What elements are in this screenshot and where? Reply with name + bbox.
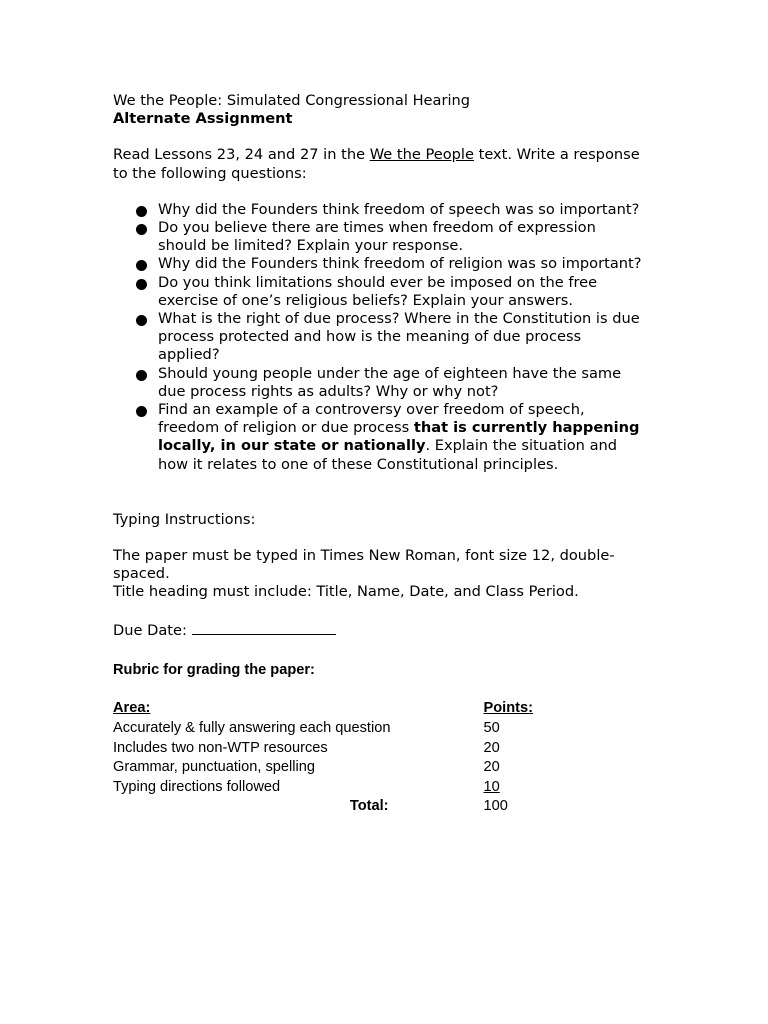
intro-paragraph (113, 146, 643, 182)
rubric-points: 50 (483, 720, 500, 737)
question-item (113, 365, 643, 401)
typing-instruction-title: Title heading must include: Title, Name, Date, and Class Period. (113, 583, 579, 601)
document-title: We the People: Simulated Congressional Hearing (113, 92, 471, 109)
bullet-icon (136, 206, 147, 217)
bullet-icon (136, 406, 147, 417)
due-date-blank (192, 620, 336, 635)
bullet-icon (136, 224, 147, 235)
total-label: Total: (349, 798, 389, 815)
rubric-points-cell (484, 778, 533, 798)
area-header: Area: (113, 700, 151, 717)
typing-instruction-font: The paper must be typed in Times New Roman, font size 12, double-spaced. (113, 547, 615, 583)
bullet-icon (136, 279, 147, 290)
rubric-area: Grammar, punctuation, spelling (113, 759, 315, 776)
points-header: Points: (483, 700, 533, 717)
rubric-title: Rubric for grading the paper: (113, 661, 315, 678)
question-list (113, 201, 643, 474)
table-row (113, 778, 533, 798)
question-text: Do you believe there are times when freedom of expression should be limited? Explain your response. (158, 219, 596, 255)
rubric-table (113, 699, 533, 817)
rubric-area: Accurately & fully answering each question (113, 720, 391, 737)
rubric-total-row (113, 797, 533, 817)
rubric-points: 20 (483, 759, 500, 776)
question-item (113, 255, 643, 273)
table-row (113, 758, 533, 778)
book-title: We the People (369, 146, 474, 164)
due-date-label: Due Date: (113, 621, 192, 639)
rubric-points: 20 (483, 739, 500, 756)
due-date-line (113, 620, 643, 640)
question-item (113, 310, 643, 365)
rubric-header-row (113, 699, 533, 719)
rubric-points: 10 (483, 778, 500, 795)
question-text: Should young people under the age of eighteen have the same due process rights as adults? Why or why not? (158, 364, 622, 400)
document-subtitle: Alternate Assignment (113, 110, 293, 128)
question-text: Why did the Founders think freedom of speech was so important? (158, 200, 640, 218)
intro-text-after: text. Write a response to the following questions: (113, 146, 640, 182)
bullet-icon (136, 370, 147, 381)
question-item (113, 401, 643, 474)
question-item (113, 201, 643, 219)
question-text-after: . Explain the situation and how it relates to one of these Constitutional principles. (158, 437, 618, 473)
intro-text-before: Read Lessons 23, 24 and 27 in the (113, 146, 370, 164)
question-text: What is the right of due process? Where in the Constitution is due process protected and how is the meaning of due process applied? (158, 310, 640, 364)
rubric-area: Includes two non-WTP resources (113, 739, 328, 756)
table-row (113, 739, 533, 759)
question-item (113, 274, 643, 310)
question-text-before: Find an example of a controversy over freedom of speech, freedom of religion or due process (158, 401, 585, 437)
bullet-icon (136, 315, 147, 326)
rubric-area: Typing directions followed (113, 778, 281, 795)
rubric-section (113, 661, 643, 817)
question-text: Do you think limitations should ever be imposed on the free exercise of one’s religious beliefs? Explain your answers. (158, 273, 598, 309)
typing-instructions-heading: Typing Instructions: (113, 510, 256, 528)
table-row (113, 719, 533, 739)
question-text-emphasis: that is currently happening locally, in our state or nationally (158, 419, 640, 455)
question-text: Why did the Founders think freedom of religion was so important? (158, 255, 642, 273)
bullet-icon (136, 260, 147, 271)
total-points: 100 (483, 798, 508, 815)
document-page (113, 92, 643, 817)
question-item (113, 219, 643, 255)
